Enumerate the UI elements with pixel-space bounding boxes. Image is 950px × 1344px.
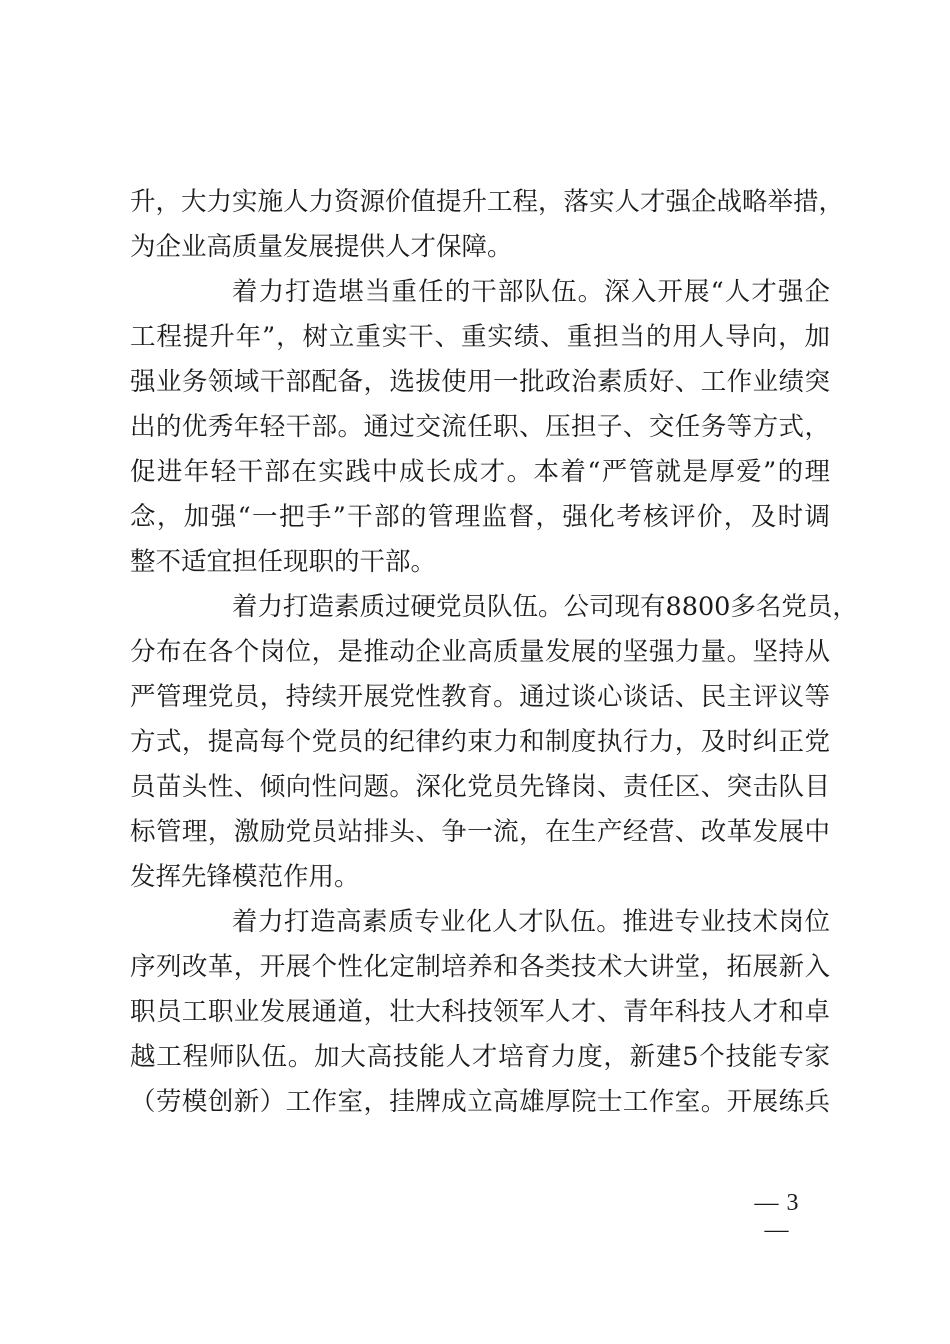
paragraph-line: 着力打造高素质专业化人才队伍。推进专业技术岗位 [232, 907, 830, 937]
paragraph-line: 标管理，激励党员站排头、争一流，在生产经营、改革发展中 [130, 817, 830, 847]
paragraph-line: 出的优秀年轻干部。通过交流任职、压担子、交任务等方式， [130, 412, 830, 442]
paragraph-line: （劳模创新）工作室，挂牌成立高雄厚院士工作室。开展练兵 [130, 1087, 830, 1117]
page-number: — 3 — [754, 1190, 800, 1243]
paragraph-line: 着力打造素质过硬党员队伍。公司现有8800多名党员， [232, 592, 858, 622]
paragraph-line: 念，加强“一把手”干部的管理监督，强化考核评价，及时调 [130, 502, 830, 532]
paragraph-line: 为企业高质量发展提供人才保障。 [130, 232, 513, 262]
paragraph-line: 发挥先锋模范作用。 [130, 862, 360, 892]
body-text [130, 180, 858, 1125]
paragraph-line: 职员工职业发展通道，壮大科技领军人才、青年科技人才和卓 [130, 997, 830, 1027]
paragraph-line: 着力打造堪当重任的干部队伍。深入开展“人才强企 [232, 277, 830, 307]
paragraph-line: 工程提升年”，树立重实干、重实绩、重担当的用人导向，加 [130, 322, 830, 352]
paragraph-line: 分布在各个岗位，是推动企业高质量发展的坚强力量。坚持从 [130, 637, 830, 667]
paragraph-line: 强业务领域干部配备，选拔使用一批政治素质好、工作业绩突 [130, 367, 830, 397]
paragraph-line: 严管理党员，持续开展党性教育。通过谈心谈话、民主评议等 [130, 682, 830, 712]
paragraph-line: 促进年轻干部在实践中成长成才。本着“严管就是厚爱”的理 [130, 457, 830, 487]
paragraph-line: 员苗头性、倾向性问题。深化党员先锋岗、责任区、突击队目 [130, 772, 830, 802]
paragraph-line: 整不适宜担任现职的干部。 [130, 547, 437, 577]
paragraph-line: 越工程师队伍。加大高技能人才培育力度，新建5个技能专家 [130, 1042, 830, 1072]
paragraph-line: 方式，提高每个党员的纪律约束力和制度执行力，及时纠正党 [130, 727, 830, 757]
paragraph-line: 升，大力实施人力资源价值提升工程，落实人才强企战略举措， [130, 187, 845, 217]
paragraph-line: 序列改革，开展个性化定制培养和各类技术大讲堂，拓展新入 [130, 952, 830, 982]
